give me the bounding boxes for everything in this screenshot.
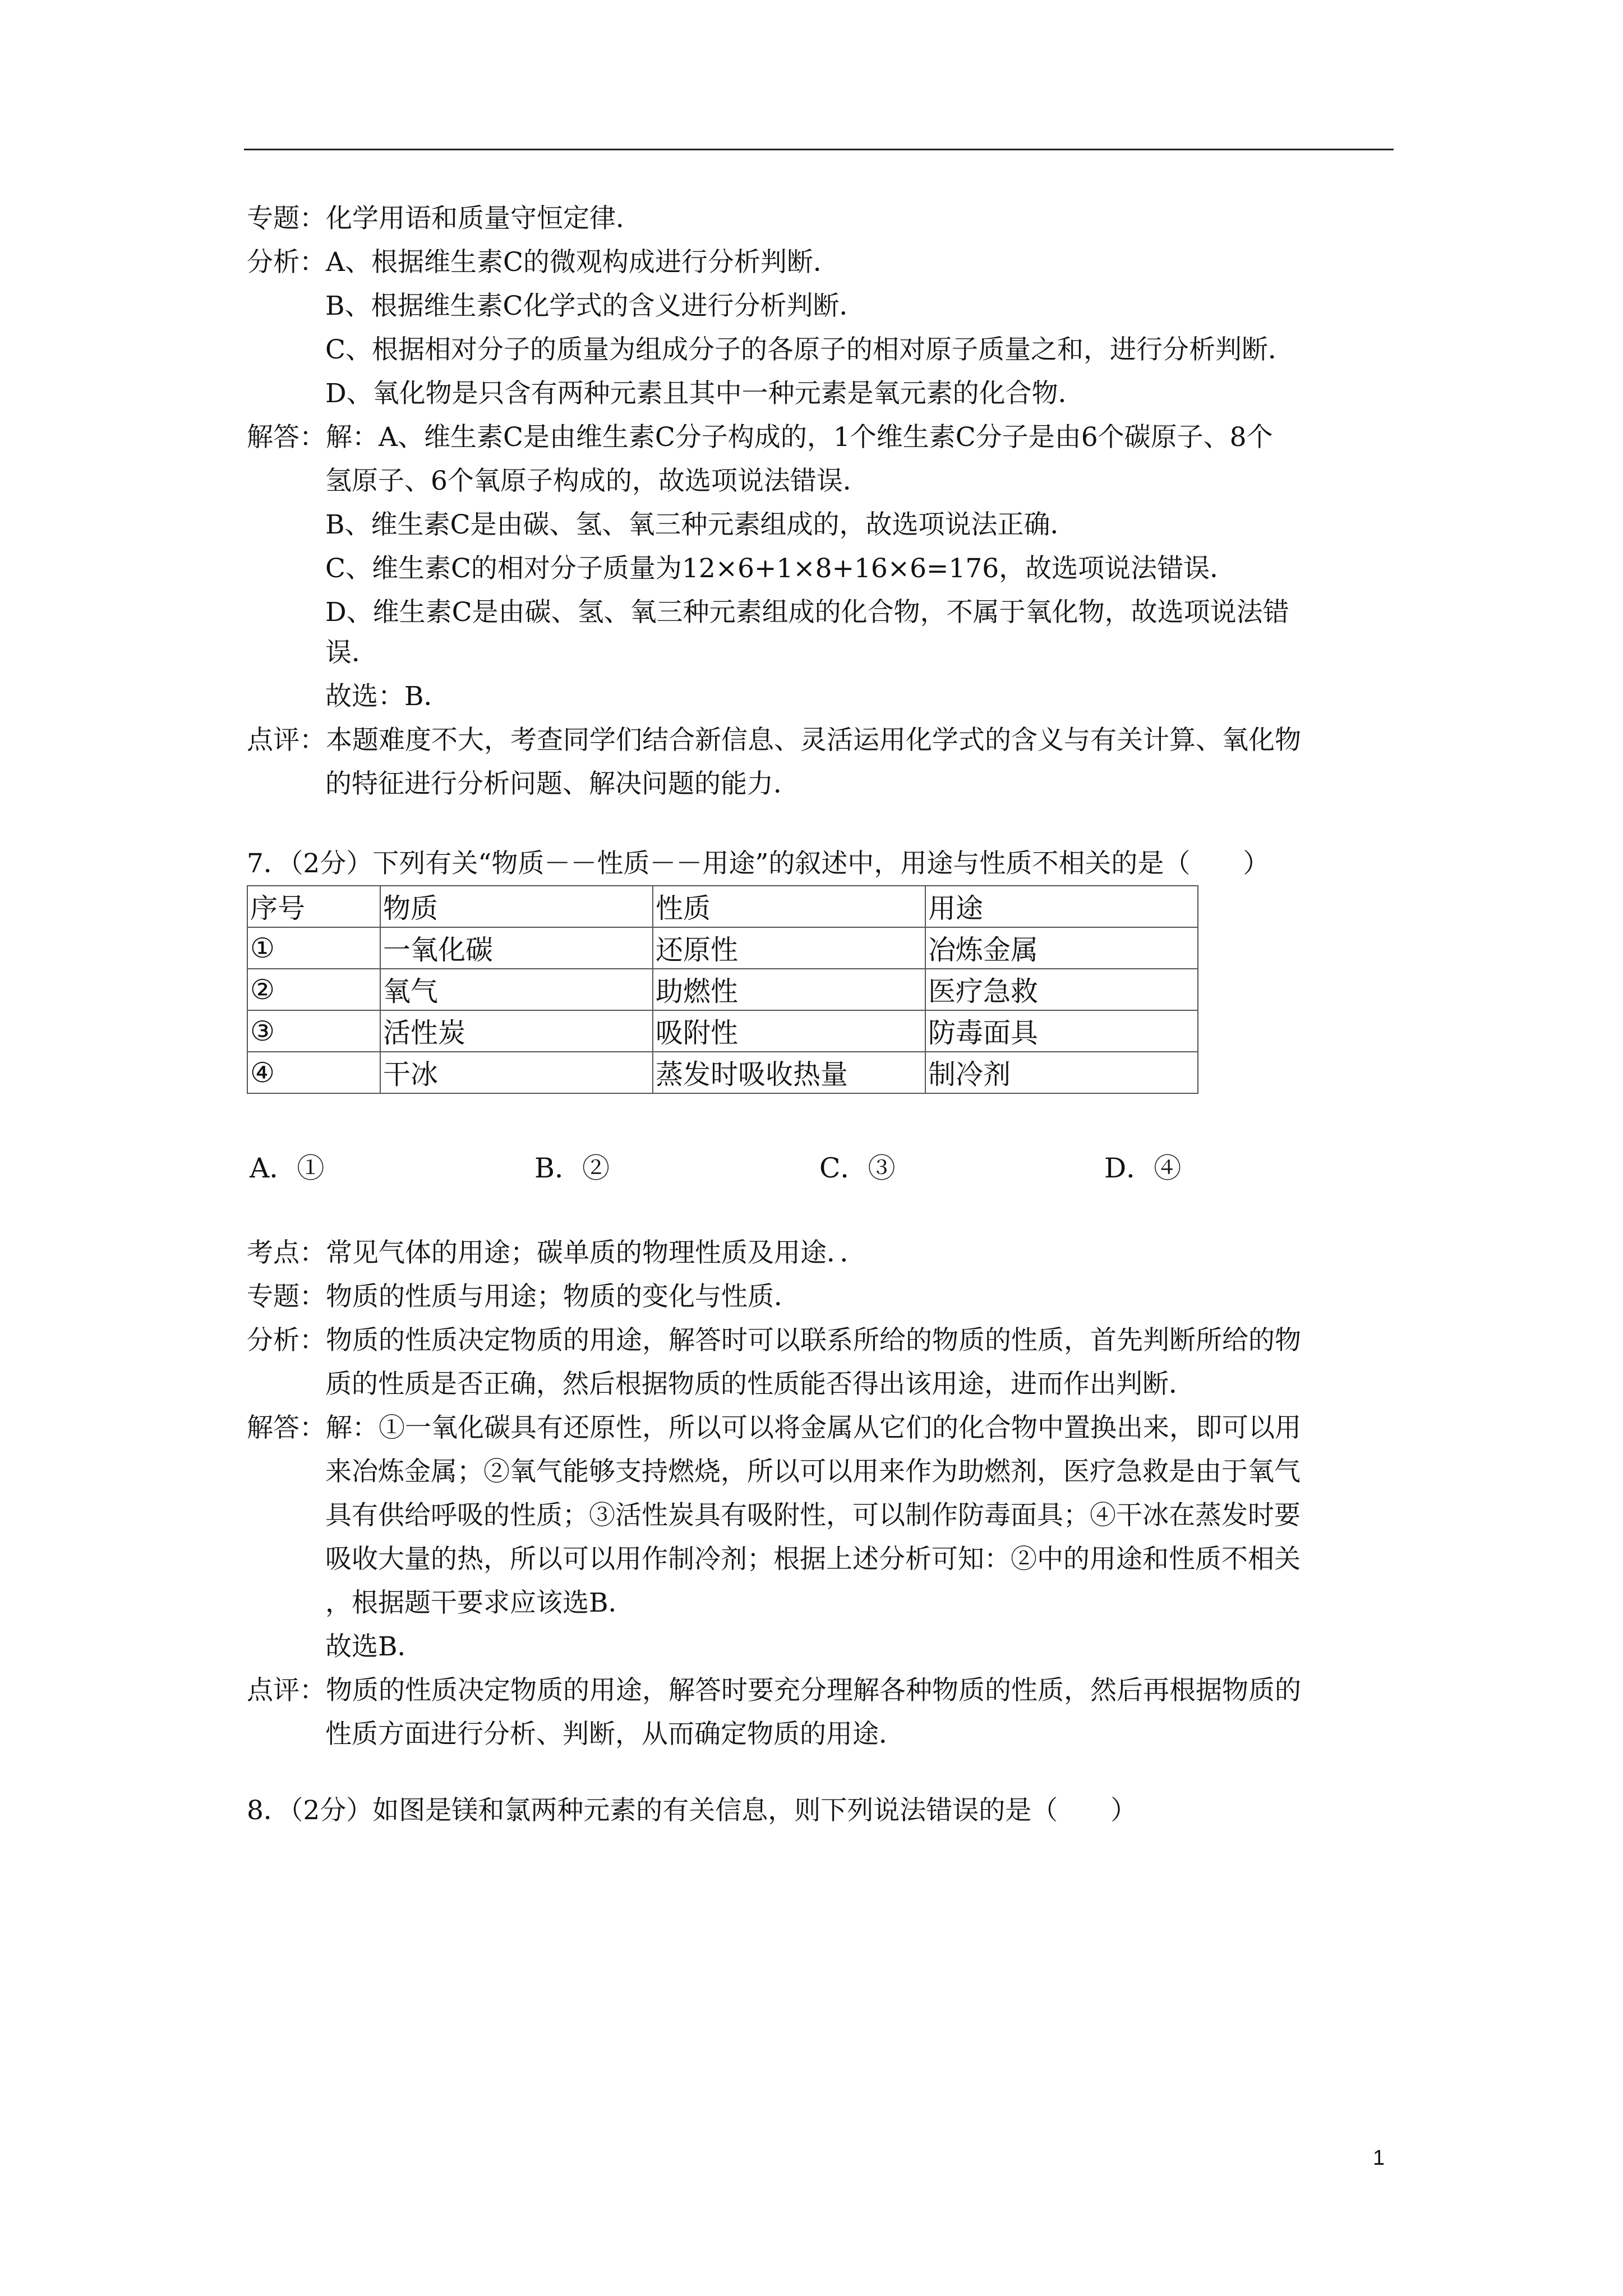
answer-choice-line: 故选：B． [325,681,450,712]
answer-line: 具有供给呼吸的性质；③活性炭具有吸附性，可以制作防毒面具；④干冰在蒸发时要 [325,1500,1301,1531]
option-d: D．④ [1104,1152,1182,1184]
table-row [247,1052,1198,1093]
answer-line: C、维生素C的相对分子质量为12×6+1×8+16×6=176，故选项说法错误． [325,553,1237,584]
topic-line: 专题：化学用语和质量守恒定律． [247,203,642,234]
table-cell: 医疗急救 [925,969,1198,1010]
answer-line: 解答：解：A、维生素C是由维生素C分子构成的，1个维生素C分子是由6个碳原子、8个 [247,422,1273,453]
table-row [247,1010,1198,1052]
topic-line: 专题：物质的性质与用途；物质的变化与性质． [247,1281,800,1312]
table-cell: 冶炼金属 [925,927,1198,969]
analysis-line: D、氧化物是只含有两种元素且其中一种元素是氧元素的化合物． [325,378,1085,409]
table-cell: 助燃性 [653,969,925,1010]
table-cell: 干冰 [380,1052,653,1093]
comment-line: 点评：物质的性质决定物质的用途，解答时要充分理解各种物质的性质，然后再根据物质的 [247,1675,1301,1706]
table-cell: 一氧化碳 [380,927,653,969]
table-header-cell: 物质 [380,886,653,927]
answer-line: B、维生素C是由碳、氢、氧三种元素组成的，故选项说法正确． [325,509,1077,540]
property-use-table [247,885,1198,1094]
table-header-cell: 性质 [653,886,925,927]
table-cell: 制冷剂 [925,1052,1198,1093]
table-cell: 吸附性 [653,1010,925,1052]
header-rule [244,149,1394,150]
page-number: 1 [1373,2146,1385,2170]
table-cell: 防毒面具 [925,1010,1198,1052]
table-cell: ① [247,927,380,969]
table-cell: ③ [247,1010,380,1052]
table-row [247,927,1198,969]
table-cell: 活性炭 [380,1010,653,1052]
comment-line: 点评：本题难度不大，考查同学们结合新信息、灵活运用化学式的含义与有关计算、氧化物 [247,725,1301,756]
answer-line: 解答：解：①一氧化碳具有还原性，所以可以将金属从它们的化合物中置换出来，即可以用 [247,1412,1301,1443]
analysis-line: 分析：物质的性质决定物质的用途，解答时可以联系所给的物质的性质，首先判断所给的物 [247,1325,1301,1356]
table-cell: 蒸发时吸收热量 [653,1052,925,1093]
question-7-stem: 7．（2分）下列有关“物质－－性质－－用途”的叙述中，用途与性质不相关的是（ ） [247,848,1270,879]
answer-line: 误． [325,637,378,668]
option-c: C．③ [819,1152,896,1184]
analysis-line: 分析：A、根据维生素C的微观构成进行分析判断． [247,247,840,278]
answer-line: 来冶炼金属；②氧气能够支持燃烧，所以可以用来作为助燃剂，医疗急救是由于氧气 [325,1456,1301,1487]
table-cell: ② [247,969,380,1010]
option-a: A．① [250,1152,325,1184]
option-b: B．② [534,1152,610,1184]
comment-line: 的特征进行分析问题、解决问题的能力． [325,769,800,799]
answer-line: ，根据题干要求应该选B． [325,1588,635,1618]
analysis-line: 质的性质是否正确，然后根据物质的性质能否得出该用途，进而作出判断． [325,1369,1195,1400]
answer-line: 氢原子、6个氧原子构成的，故选项说法错误． [325,466,869,496]
answer-line: D、维生素C是由碳、氢、氧三种元素组成的化合物，不属于氧化物，故选项说法错 [325,597,1289,628]
analysis-line: C、根据相对分子的质量为组成分子的各原子的相对原子质量之和，进行分析判断． [325,334,1294,365]
table-header-row [247,886,1198,927]
table-header-cell: 序号 [247,886,380,927]
table-header-cell: 用途 [925,886,1198,927]
answer-choice-line: 故选B． [325,1631,424,1662]
table-cell: 氧气 [380,969,653,1010]
comment-line: 性质方面进行分析、判断，从而确定物质的用途． [325,1719,905,1750]
question-8-stem: 8．（2分）如图是镁和氯两种元素的有关信息，则下列说法错误的是（ ） [247,1795,1137,1826]
table-row [247,969,1198,1010]
analysis-line: B、根据维生素C化学式的含义进行分析判断． [325,291,866,321]
table-cell: 还原性 [653,927,925,969]
answer-line: 吸收大量的热，所以可以用作制冷剂；根据上述分析可知：②中的用途和性质不相关 [325,1544,1301,1575]
table-cell: ④ [247,1052,380,1093]
key-point-line: 考点：常见气体的用途；碳单质的物理性质及用途．． [247,1237,866,1268]
